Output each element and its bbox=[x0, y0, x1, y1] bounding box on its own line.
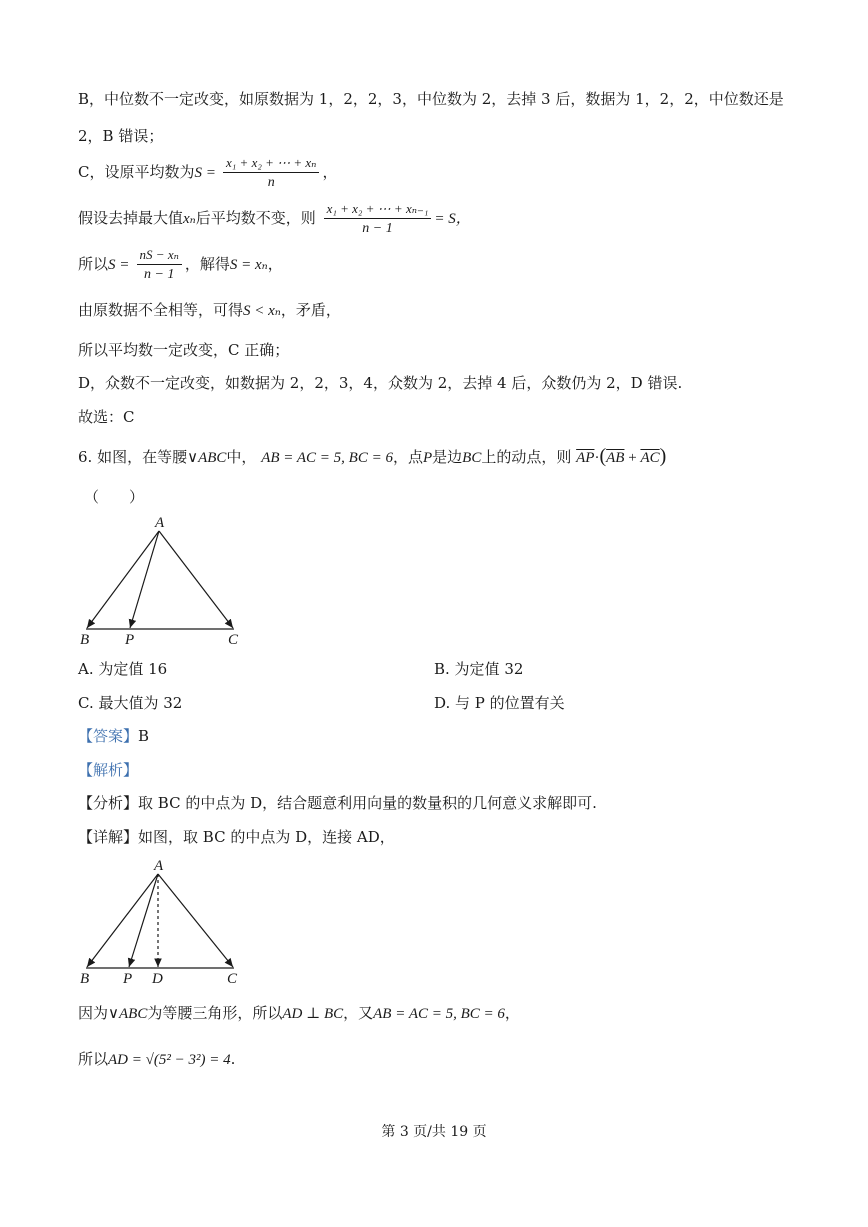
label-a: A bbox=[155, 515, 165, 531]
solution-b-line1: B，中位数不一定改变，如原数据为 1，2，2，3，中位数为 2，去掉 3 后，数据为 1，2，2，中位数还是 bbox=[78, 90, 784, 108]
label-c: C bbox=[228, 632, 239, 648]
solution-c-line4: 由原数据不全相等，可得S < xₙ，矛盾， bbox=[78, 301, 341, 319]
vector-ap bbox=[130, 531, 159, 628]
xiangjie-line: 【详解】如图，取 BC 的中点为 D，连接 AD， bbox=[78, 828, 395, 846]
option-d[interactable]: D. 与 P 的位置有关 bbox=[434, 694, 565, 712]
vector-ab bbox=[87, 531, 159, 628]
solution-c-line2: 假设去掉最大值xₙ后平均数不变，则 $\frac{\text{x₁ + x₂ + ⋯ + xₙ₋₁}}{n - 1}$ = S， bbox=[78, 200, 471, 236]
solution-b-line2: 2，B 错误； bbox=[78, 127, 164, 145]
label-b: B bbox=[80, 971, 90, 987]
vector-ac bbox=[159, 531, 233, 628]
solution-d-line: D，众数不一定改变，如数据为 2，2，3，4，众数为 2，去掉 4 后，众数仍为 2，D 错误. bbox=[78, 374, 683, 392]
label-p: P bbox=[125, 632, 135, 648]
label-a: A bbox=[154, 858, 164, 874]
question-6-blank: （ ） bbox=[84, 488, 145, 506]
vector-ab bbox=[87, 874, 158, 967]
vector-ap bbox=[129, 874, 158, 967]
analysis-tag: 【解析】 bbox=[78, 761, 139, 779]
answer-line: 【答案】B bbox=[78, 727, 150, 745]
figure-triangle-2 bbox=[74, 855, 254, 990]
analysis-tag-line bbox=[78, 760, 138, 780]
fraction-mean-removed: $\frac{\text{x₁ + x₂ + ⋯ + xₙ₋₁}}{n - 1}$ bbox=[324, 201, 432, 238]
vector-ac bbox=[158, 874, 233, 967]
figure-triangle-1 bbox=[74, 512, 254, 650]
option-b[interactable]: B. 为定值 32 bbox=[434, 660, 524, 678]
question-6-stem: 6. 如图，在等腰∨ABC中， AB = AC = 5, BC = 6，点P是边BC上的动点，则 $\overline{AP}\cdot(\overline{AB} + \overline{AC})$ bbox=[78, 445, 667, 467]
so-line: 所以AD = √(5² − 3²) = 4. bbox=[78, 1050, 236, 1068]
page-footer: 第 3 页/共 19 页 bbox=[381, 1124, 487, 1140]
fraction-mean: $\frac{\text{x₁ + x₂ + ⋯ + xₙ}}{n}$ bbox=[223, 155, 319, 192]
label-p: P bbox=[123, 971, 133, 987]
label-d: D bbox=[152, 971, 163, 987]
label-b: B bbox=[80, 632, 90, 648]
fraction-ns: $\frac{\text{nS − xₙ}}{n - 1}$ bbox=[137, 247, 182, 284]
option-c[interactable]: C. 最大值为 32 bbox=[78, 694, 183, 712]
fenxi-line: 【分析】取 BC 的中点为 D，结合题意利用向量的数量积的几何意义求解即可. bbox=[78, 794, 597, 812]
solution-c-line5: 所以平均数一定改变，C 正确； bbox=[78, 341, 290, 359]
solution-c-line3: 所以S = $\frac{\text{nS − xₙ}}{n - 1}$ ，解得S = xₙ， bbox=[78, 246, 283, 282]
solution-c-line1: C，设原平均数为S = $\frac{\text{x₁ + x₂ + ⋯ + xₙ}}{n}$ ， bbox=[78, 154, 338, 190]
because-line: 因为∨ABC为等腰三角形，所以AD ⊥ BC，又AB = AC = 5, BC = 6， bbox=[78, 1004, 520, 1022]
answer-tag: 【答案】 bbox=[78, 727, 139, 745]
option-a[interactable]: A. 为定值 16 bbox=[78, 660, 168, 678]
label-c: C bbox=[227, 971, 238, 987]
choose-line: 故选：C bbox=[78, 408, 135, 426]
